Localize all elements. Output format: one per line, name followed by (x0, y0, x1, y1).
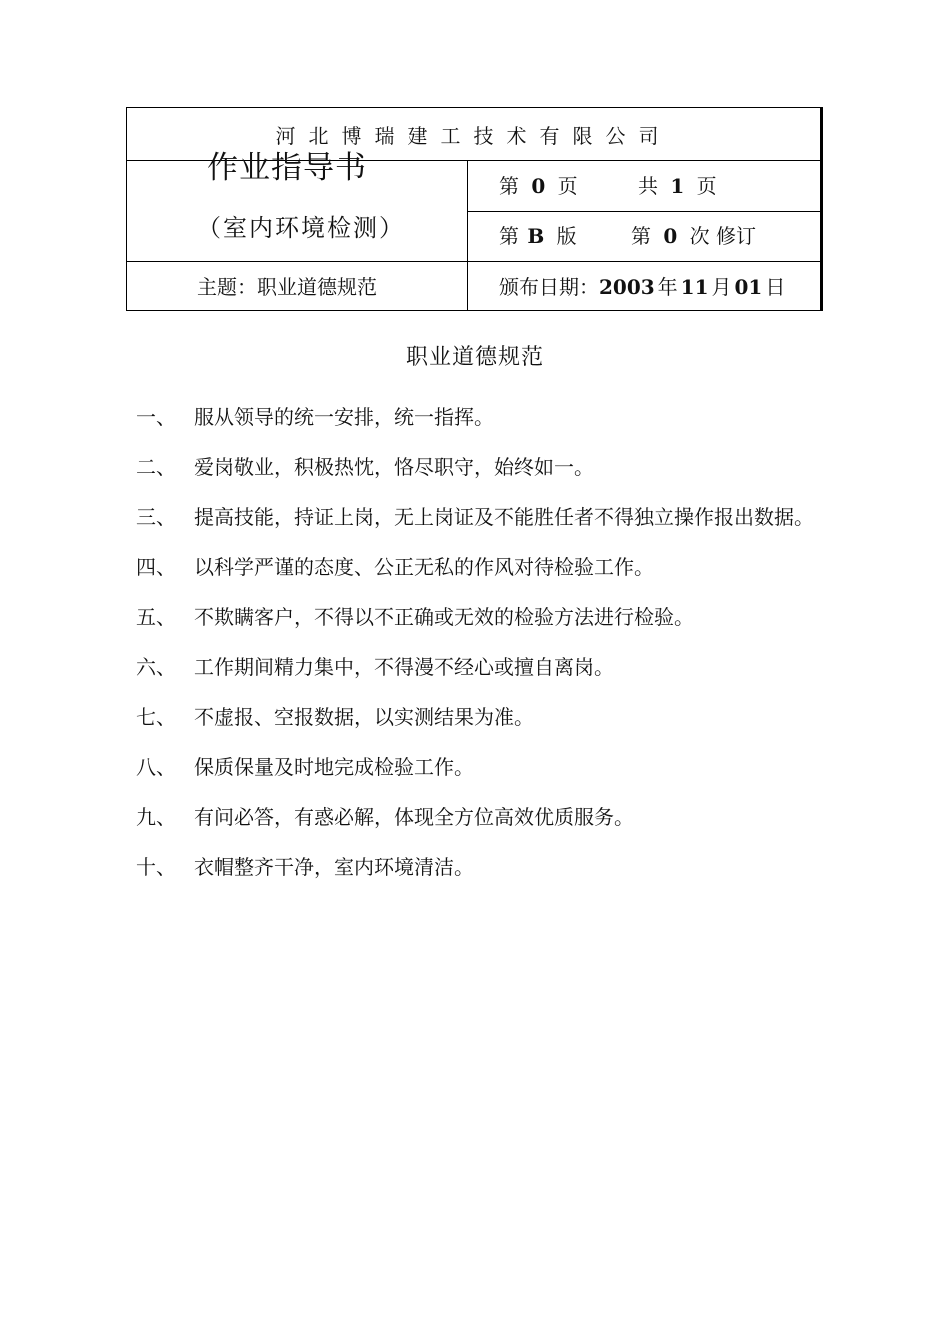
divider (467, 211, 822, 212)
rule-text: 爱岗敬业，积极热忱，恪尽职守，始终如一。 (194, 455, 594, 479)
divider (127, 261, 822, 262)
rule-text: 工作期间精力集中，不得漫不经心或擅自离岗。 (194, 655, 614, 679)
page-number: 第 0 页 共 1 页 (499, 174, 717, 198)
rule-number: 五、 (136, 605, 176, 629)
list-item (136, 692, 836, 742)
list-item (136, 642, 836, 692)
rule-number: 八、 (136, 755, 176, 779)
rule-number: 三、 (136, 505, 176, 529)
rules-list (136, 392, 836, 892)
rule-text: 有问必答，有惑必解，体现全方位高效优质服务。 (194, 805, 634, 829)
document-subtitle: （室内环境检测） (197, 214, 405, 242)
list-item (136, 792, 836, 842)
rule-number: 十、 (136, 855, 176, 879)
list-item (136, 492, 836, 542)
rule-text: 衣帽整齐干净，室内环境清洁。 (194, 855, 474, 879)
rule-text: 保质保量及时地完成检验工作。 (194, 755, 474, 779)
divider (467, 160, 468, 310)
section-title: 职业道德规范 (405, 345, 544, 370)
list-item (136, 542, 836, 592)
rule-text: 以科学严谨的态度、公正无私的作风对待检验工作。 (194, 555, 654, 579)
rule-number: 六、 (136, 655, 176, 679)
rule-text: 不虚报、空报数据，以实测结果为准。 (194, 705, 534, 729)
rule-number: 二、 (136, 455, 176, 479)
version-info: 第 B 版 第 0 次 修订 (499, 224, 756, 248)
list-item (136, 842, 836, 892)
list-item (136, 442, 836, 492)
company-name: 河北博瑞建工技术有限公司 (275, 123, 672, 148)
rule-text: 提高技能，持证上岗，无上岗证及不能胜任者不得独立操作报出数据。 (194, 505, 814, 529)
rule-number: 九、 (136, 805, 176, 829)
rule-text: 不欺瞒客户，不得以不正确或无效的检验方法进行检验。 (194, 605, 694, 629)
list-item (136, 392, 836, 442)
subject: 主题：职业道德规范 (197, 275, 377, 299)
rule-number: 一、 (136, 405, 176, 429)
rule-number: 四、 (136, 555, 176, 579)
list-item (136, 742, 836, 792)
issue-date: 颁布日期：2003 年 11 月 01 日 (499, 275, 786, 299)
document-title: 作业指导书 (207, 150, 367, 186)
rule-text: 服从领导的统一安排，统一指挥。 (194, 405, 494, 429)
list-item (136, 592, 836, 642)
rule-number: 七、 (136, 705, 176, 729)
document-header-table (126, 107, 823, 311)
